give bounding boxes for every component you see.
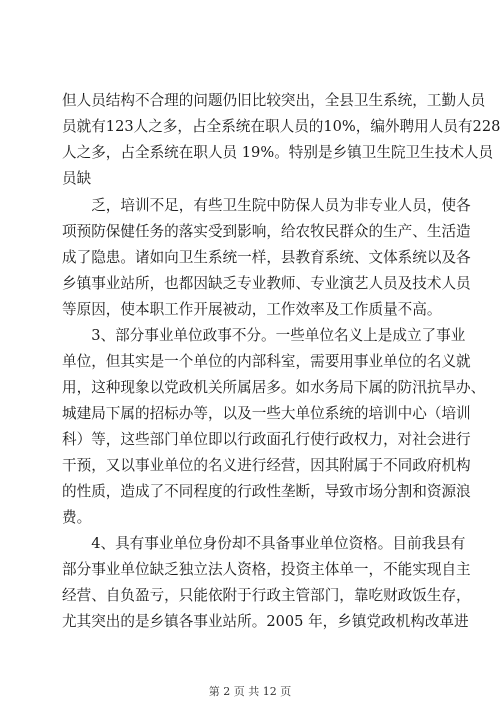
text-line: 人之多，占全系统在职人员 19%。特别是乡镇卫生院卫生技术人员 bbox=[62, 144, 494, 161]
page-footer: 第 2 页 共 12 页 bbox=[208, 685, 292, 698]
text-line: 4、具有事业单位身份却不具备事业单位资格。目前我县有 bbox=[62, 535, 466, 552]
text-line: 乏，培训不足，有些卫生院中防保人员为非专业人员，使各 bbox=[62, 197, 471, 214]
text-line: 城建局下属的招标办等，以及一些大单位系统的培训中心（培训 bbox=[62, 405, 471, 422]
text-line: 3、部分事业单位政事不分。一些单位名义上是成立了事业 bbox=[62, 327, 466, 344]
text-line: 员缺 bbox=[62, 170, 92, 187]
text-line: 干预，又以事业单位的名义进行经营，因其附属于不同政府机构 bbox=[62, 457, 471, 474]
text-line: 等原因，使本职工作开展被动，工作效率及工作质量不高。 bbox=[62, 301, 442, 318]
text-line: 项预防保健任务的落实受到影响，给农牧民群众的生产、生活造 bbox=[62, 223, 471, 240]
text-line: 乡镇事业站所，也都因缺乏专业教师、专业演艺人员及技术人员 bbox=[62, 275, 471, 292]
text-line: 单位，但其实是一个单位的内部科室，需要用事业单位的名义就 bbox=[62, 353, 471, 370]
text-line: 员就有123人之多，占全系统在职人员的10%，编外聘用人员有228 bbox=[62, 118, 500, 135]
text-line: 尤其突出的是乡镇各事业站所。2005 年，乡镇党政机构改革进 bbox=[62, 613, 469, 630]
text-line: 科）等，这些部门单位即以行政面孔行使行政权力，对社会进行 bbox=[62, 431, 471, 448]
text-line: 经营、自负盈亏，只能依附于行政主管部门，靠吃财政饭生存， bbox=[62, 587, 471, 604]
text-line: 用，这种现象以党政机关所属居多。如水务局下属的防汛抗旱办、 bbox=[62, 379, 486, 396]
text-line: 的性质，造成了不同程度的行政性垄断，导致市场分割和资源浪 bbox=[62, 483, 471, 500]
text-line: 成了隐患。诸如向卫生系统一样，县教育系统、文体系统以及各 bbox=[62, 249, 471, 266]
text-line: 但人员结构不合理的问题仍旧比较突出，全县卫生系统，工勤人员 bbox=[62, 92, 486, 109]
text-line: 部分事业单位缺乏独立法人资格，投资主体单一，不能实现自主 bbox=[62, 561, 471, 578]
text-line: 费。 bbox=[62, 509, 92, 526]
